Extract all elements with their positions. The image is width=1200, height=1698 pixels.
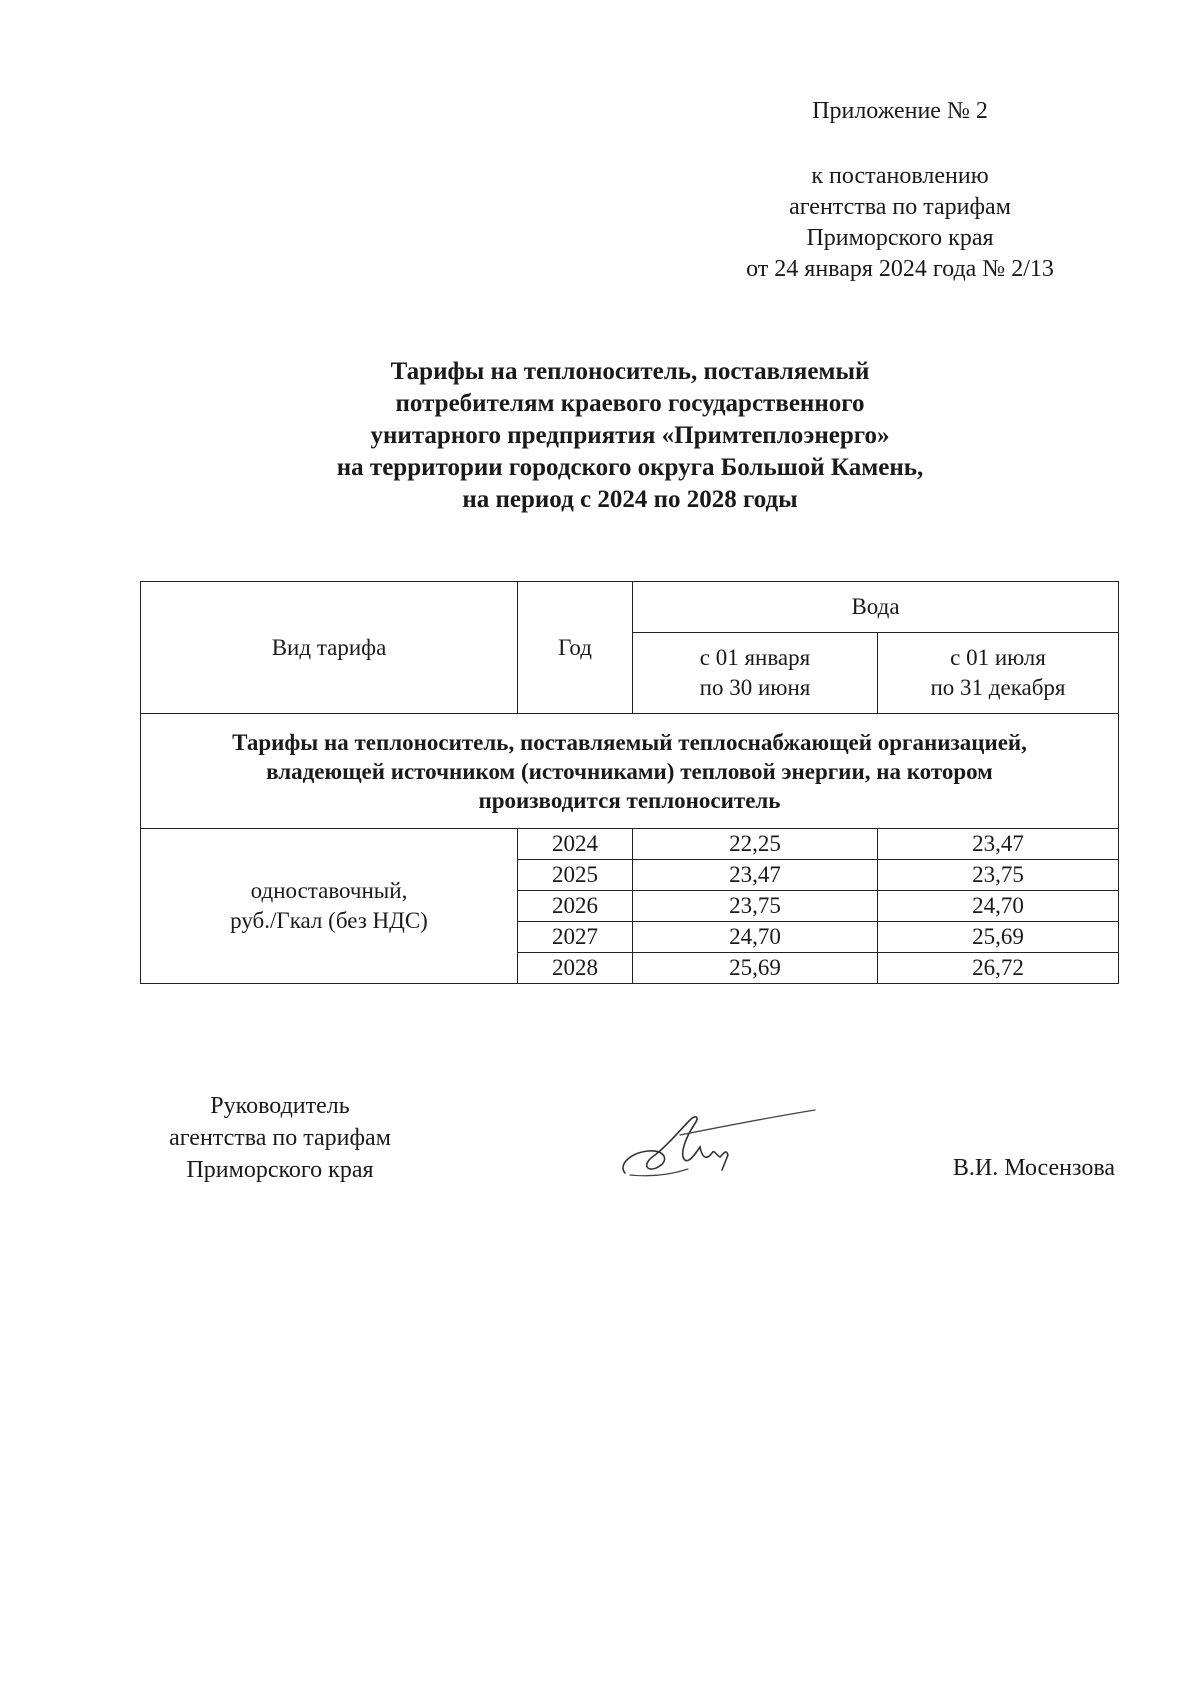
tariff-value-h2: 23,47 bbox=[878, 829, 1119, 860]
section-heading: Тарифы на теплоноситель, поставляемый теплоснабжающей организацией, владеющей источником (источниками) тепловой энергии, на котором производится теплоноситель bbox=[141, 714, 1119, 829]
signer-title: Руководитель агентства по тарифам Приморского края bbox=[169, 1093, 391, 1183]
tariff-value-h2: 23,75 bbox=[878, 860, 1119, 891]
header-water: Вода bbox=[633, 582, 1119, 633]
appendix-line: к постановлению bbox=[811, 163, 989, 189]
appendix-date: от 24 января 2024 года № 2/13 bbox=[746, 256, 1054, 282]
table-row bbox=[141, 829, 1119, 860]
tariff-value-h1: 25,69 bbox=[633, 953, 878, 984]
tariff-value-h1: 24,70 bbox=[633, 922, 878, 953]
tariff-table bbox=[140, 581, 1119, 984]
tariff-value-h1: 23,75 bbox=[633, 891, 878, 922]
appendix-block bbox=[700, 96, 1100, 285]
tariff-value-h1: 23,47 bbox=[633, 860, 878, 891]
appendix-line: Приморского края bbox=[806, 225, 994, 251]
appendix-number: Приложение № 2 bbox=[812, 98, 988, 124]
tariff-value-h2: 24,70 bbox=[878, 891, 1119, 922]
year-cell: 2026 bbox=[518, 891, 633, 922]
signer-name: В.И. Мосензова bbox=[952, 1155, 1115, 1181]
header-period-2: с 01 июля по 31 декабря bbox=[878, 633, 1119, 714]
header-period-1: с 01 января по 30 июня bbox=[633, 633, 878, 714]
appendix-line: агентства по тарифам bbox=[789, 194, 1011, 220]
tariff-kind-cell: одноставочный, руб./Гкал (без НДС) bbox=[141, 829, 518, 984]
header-year: Год bbox=[518, 582, 633, 714]
year-cell: 2024 bbox=[518, 829, 633, 860]
year-cell: 2025 bbox=[518, 860, 633, 891]
tariff-value-h1: 22,25 bbox=[633, 829, 878, 860]
year-cell: 2028 bbox=[518, 953, 633, 984]
tariff-value-h2: 26,72 bbox=[878, 953, 1119, 984]
tariff-value-h2: 25,69 bbox=[878, 922, 1119, 953]
header-tariff-type: Вид тарифа bbox=[141, 582, 518, 714]
year-cell: 2027 bbox=[518, 922, 633, 953]
handwritten-signature bbox=[610, 1095, 830, 1195]
document-title: Тарифы на теплоноситель, поставляемый потребителям краевого государственного унитарного предприятия «Примтеплоэнерго» на территории городского округа Большой Камень, на период с 2024 по 2028 годы bbox=[336, 358, 924, 513]
